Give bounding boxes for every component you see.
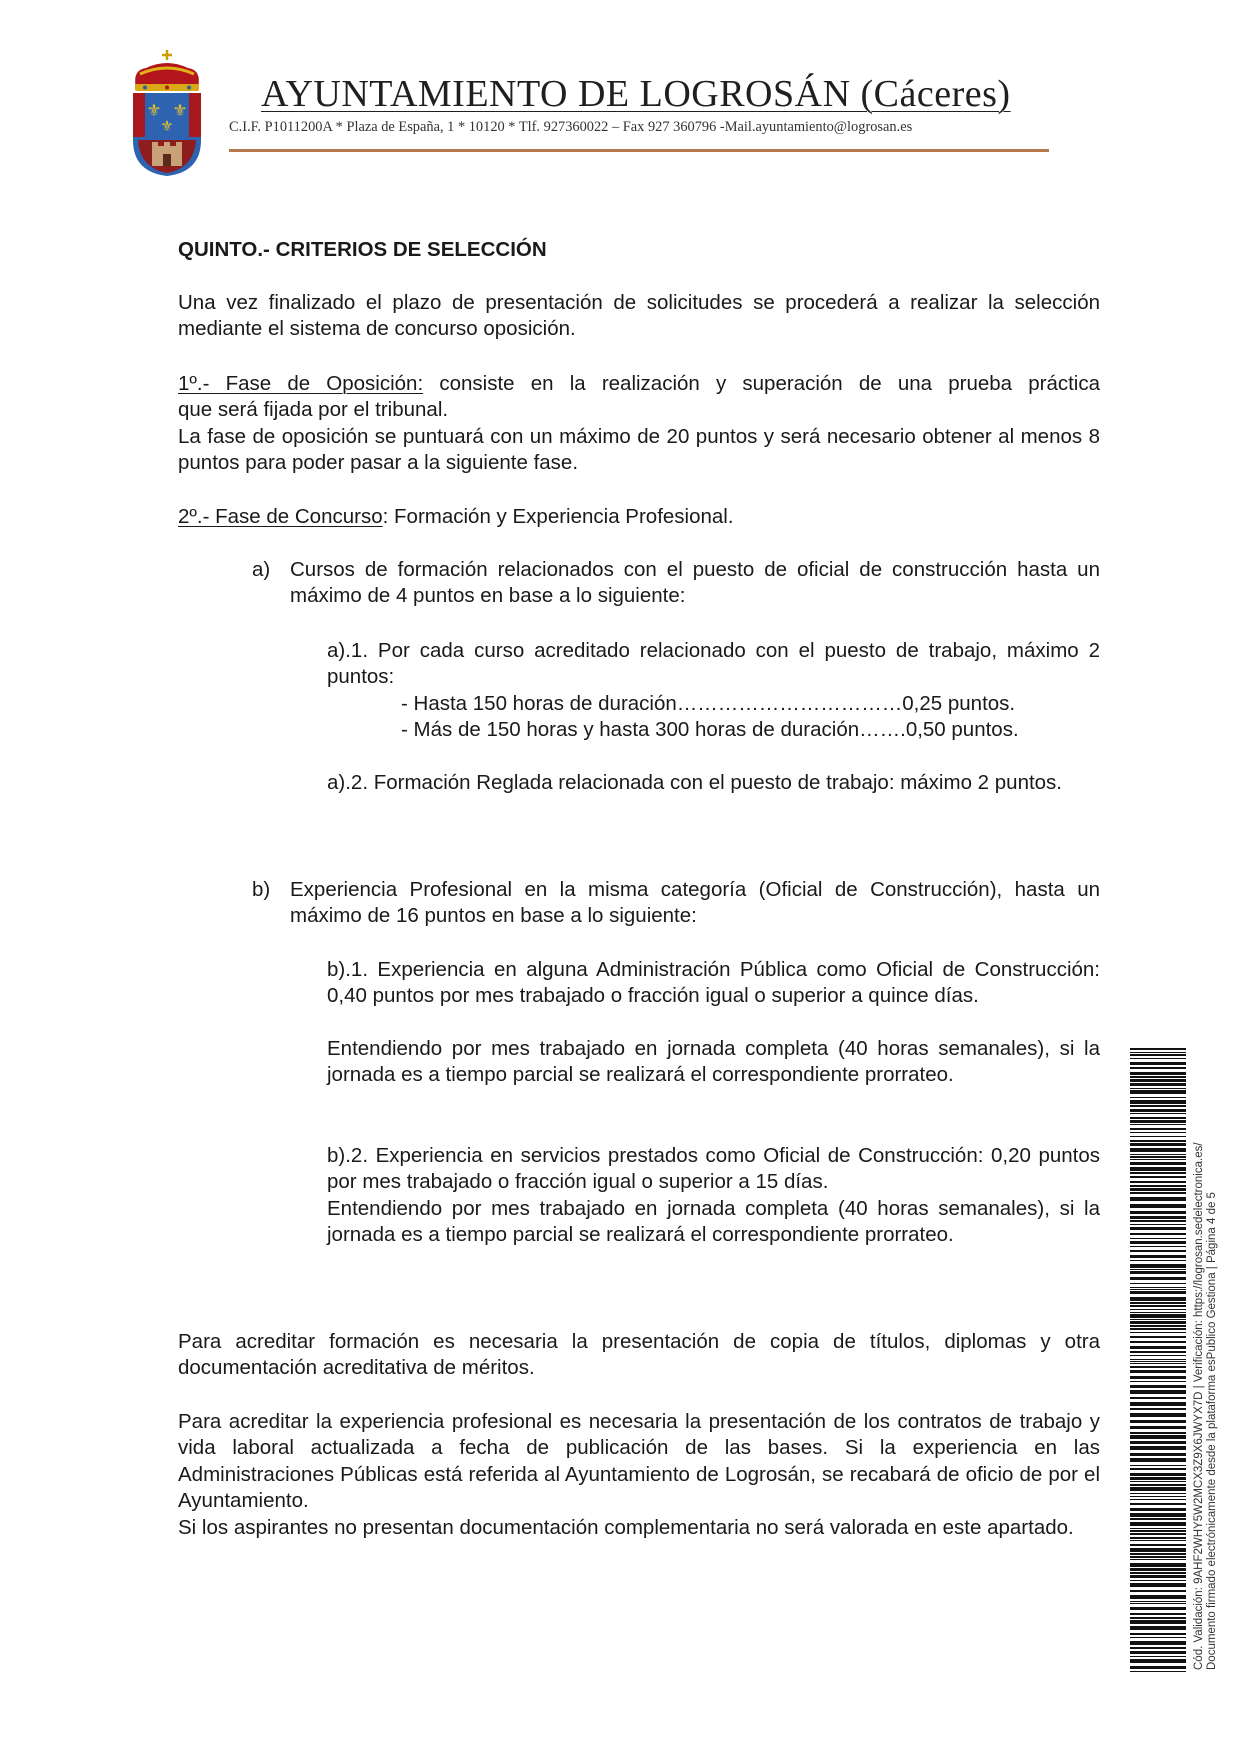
verification-text — [1193, 1142, 1219, 1670]
verification-line-1: Cód. Validación: 9AHF2WHY5W2MCX3Z9X6JWYX7D | Verificación: https://logrosan.sedelectronica.es/ — [1193, 1142, 1205, 1670]
svg-text:⚜: ⚜ — [160, 118, 174, 135]
phase1-label: 1º.- Fase de Oposición: — [178, 372, 424, 395]
item-a-marker: a) — [252, 558, 271, 581]
no-docs-paragraph: Si los aspirantes no presentan documentación complementaria no será valorada en este apartado. — [178, 1516, 1074, 1539]
item-a1-line2: - Más de 150 horas y hasta 300 horas de duración…….0,50 puntos. — [401, 718, 1019, 741]
item-b2-text: b).2. Experiencia en servicios prestados como Oficial de Construcción: 0,20 puntos por mes trabajado o fracción igual o superior a 15 días. — [327, 1144, 1100, 1194]
phase2-heading — [178, 504, 734, 530]
item-b1-note: Entendiendo por mes trabajado en jornada completa (40 horas semanales), si la jornada es a tiempo parcial se realizará el correspondiente prorrateo. — [327, 1037, 1100, 1087]
item-a1-text: a).1. Por cada curso acreditado relacionado con el puesto de trabajo, máximo 2 puntos: — [327, 639, 1100, 689]
phase2-text: : Formación y Experiencia Profesional. — [382, 505, 734, 528]
header-divider — [229, 149, 1049, 152]
phase1-paragraph — [178, 371, 1100, 424]
verification-line-2: Documento firmado electrónicamente desde la plataforma esPublico Gestiona | Página 4 de 5 — [1206, 1192, 1218, 1670]
item-b-marker: b) — [252, 878, 271, 901]
svg-text:⚜: ⚜ — [172, 101, 188, 120]
verification-barcode — [1130, 1048, 1186, 1672]
item-b2-note: Entendiendo por mes trabajado en jornada completa (40 horas semanales), si la jornada es a tiempo parcial se realizará el correspondiente prorrateo. — [327, 1197, 1100, 1247]
item-b-text: Experiencia Profesional en la misma categoría (Oficial de Construcción), hasta un máximo de 16 puntos en base a lo siguiente: — [290, 878, 1100, 928]
phase1-scoring: La fase de oposición se puntuará con un máximo de 20 puntos y será necesario obtener al menos 8 puntos para poder pasar a la siguiente fase. — [178, 425, 1100, 475]
experience-docs-paragraph: Para acreditar la experiencia profesional es necesaria la presentación de los contratos de trabajo y vida laboral actualizada a fecha de publicación de las bases. Si la experiencia en las Administraciones Públicas está referida al Ayuntamiento de Logrosán, se recabará de oficio de por el Ayuntamiento. — [178, 1410, 1100, 1513]
item-a-text: Cursos de formación relacionados con el puesto de oficial de construcción hasta un máximo de 4 puntos en base a lo siguiente: — [290, 558, 1100, 608]
section-title: QUINTO.- CRITERIOS DE SELECCIÓN — [178, 238, 547, 261]
phase1-first-line — [178, 371, 1100, 397]
svg-text:⚜: ⚜ — [146, 101, 162, 120]
municipal-crest-icon — [128, 48, 206, 178]
phase1-text: consiste en la realización y superación de una prueba práctica — [423, 372, 1100, 395]
item-b1-text: b).1. Experiencia en alguna Administración Pública como Oficial de Construcción: 0,40 puntos por mes trabajado o fracción igual o superior a quince días. — [327, 958, 1100, 1008]
organization-contact: C.I.F. P1011200A * Plaza de España, 1 * 10120 * Tlf. 927360022 – Fax 927 360796 -Mail.ayuntamiento@logrosan.es — [229, 119, 913, 135]
item-a2-text: a).2. Formación Reglada relacionada con el puesto de trabajo: máximo 2 puntos. — [327, 771, 1063, 794]
verification-stamp — [1130, 1048, 1186, 1672]
phase2-label: 2º.- Fase de Concurso — [178, 505, 383, 528]
organization-title: AYUNTAMIENTO DE LOGROSÁN (Cáceres) — [261, 73, 1011, 115]
training-docs-paragraph: Para acreditar formación es necesaria la presentación de copia de títulos, diplomas y otra documentación acreditativa de méritos. — [178, 1330, 1100, 1380]
item-a1-line1: - Hasta 150 horas de duración……………………………0,25 puntos. — [401, 692, 1016, 715]
phase1-text-line2: que será fijada por el tribunal. — [178, 398, 449, 422]
intro-paragraph: Una vez finalizado el plazo de presentación de solicitudes se procederá a realizar la selección mediante el sistema de concurso oposición. — [178, 291, 1100, 341]
